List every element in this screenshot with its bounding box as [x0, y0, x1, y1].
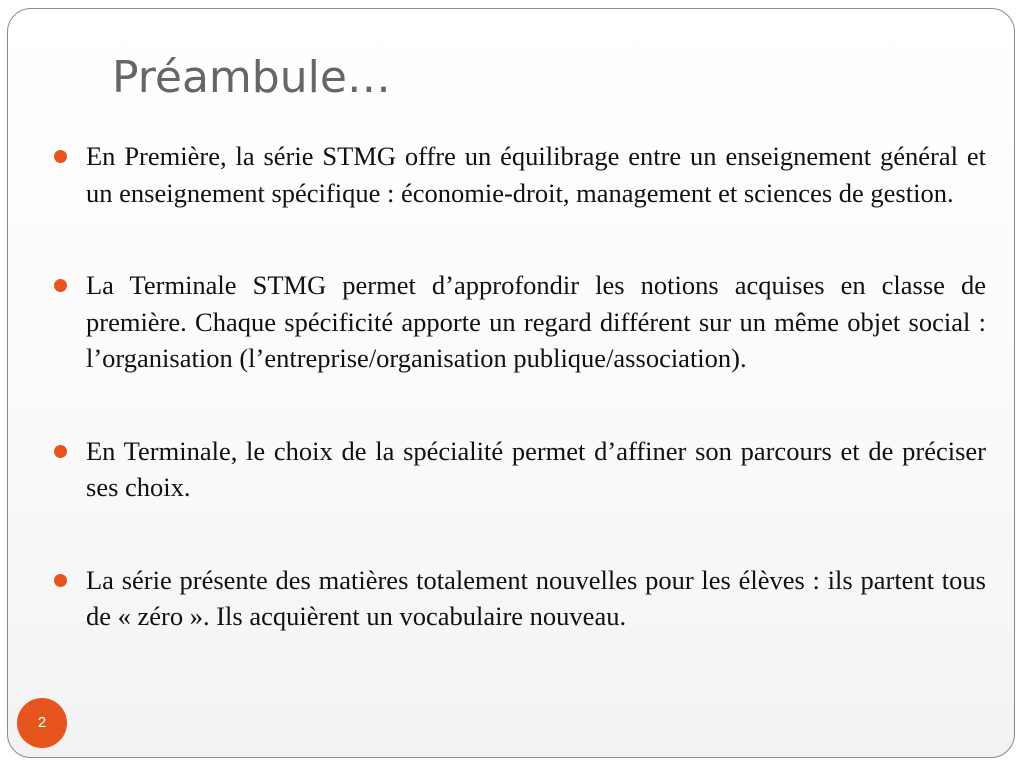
- slide-title: Préambule…: [112, 52, 391, 103]
- bullet-dot-icon: [54, 574, 67, 587]
- bullet-item: [54, 433, 986, 506]
- bullet-dot-icon: [54, 279, 67, 292]
- bullet-text: La série présente des matières totalement nouvelles pour les élèves : ils partent tous de « zéro ». Ils acquièrent un vocabulaire nouveau.: [86, 564, 986, 631]
- bullet-dot-icon: [54, 445, 67, 458]
- page-number-badge: 2: [17, 698, 67, 748]
- bullet-text: En Première, la série STMG offre un équilibrage entre un enseignement général et un enseignement spécifique : économie-droit, management et sciences de gestion.: [86, 141, 986, 208]
- bullet-item: [54, 562, 986, 635]
- bullet-dot-icon: [54, 150, 67, 163]
- bullet-text: En Terminale, le choix de la spécialité permet d’affiner son parcours et de préciser ses choix.: [86, 435, 986, 502]
- bullet-list: [54, 138, 986, 691]
- bullet-item: [54, 267, 986, 377]
- bullet-item: [54, 138, 986, 211]
- bullet-text: La Terminale STMG permet d’approfondir les notions acquises en classe de première. Chaque spécificité apporte un regard différent sur un même objet social : l’organisation (l’entreprise/organisation publique/association).: [86, 270, 986, 373]
